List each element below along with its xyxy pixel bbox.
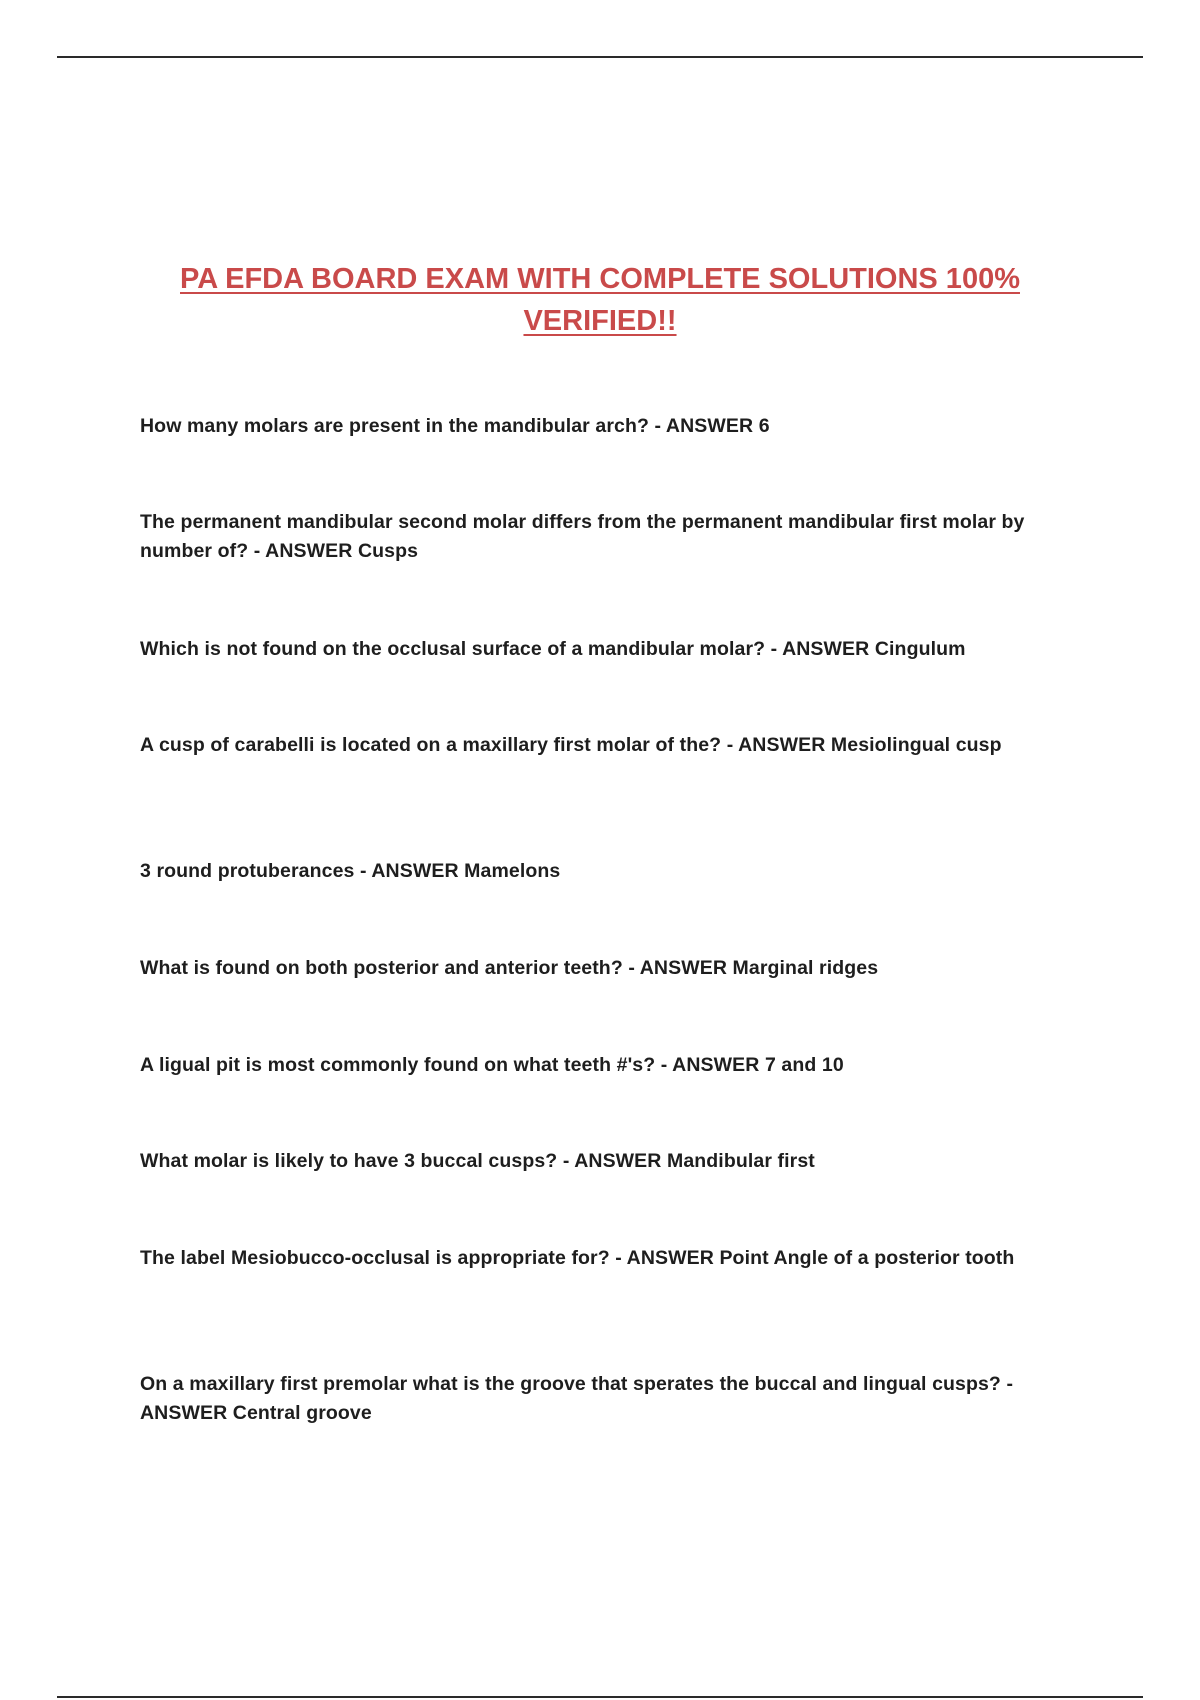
- answer-label: ANSWER: [626, 1247, 714, 1269]
- answer-label: ANSWER: [672, 1054, 760, 1076]
- question-text: A ligual pit is most commonly found on what teeth #'s?: [140, 1054, 656, 1076]
- qa-item: The label Mesiobucco-occlusal is appropriate for? - ANSWER Point Angle of a posterior tooth: [140, 1247, 1015, 1269]
- question-text: What molar is likely to have 3 buccal cusps?: [140, 1150, 558, 1172]
- answer-label: ANSWER: [140, 1402, 228, 1424]
- answer-label: ANSWER: [639, 957, 728, 979]
- answer-text: Cusps: [357, 540, 419, 562]
- question-text: The permanent mandibular second molar differs from the permanent mandibular first molar by number of?: [140, 511, 1025, 562]
- qa-item: How many molars are present in the mandibular arch? - ANSWER 6: [140, 415, 770, 437]
- answer-label: ANSWER: [782, 638, 870, 660]
- answer-text: Mesiolingual cusp: [830, 734, 1002, 756]
- answer-text: Central groove: [232, 1402, 372, 1424]
- qa-item: On a maxillary first premolar what is the groove that sperates the buccal and lingual cusps? - ANSWER Central groove: [140, 1373, 1014, 1424]
- answer-text: Mamelons: [464, 860, 561, 882]
- top-rule: [57, 56, 1143, 58]
- answer-text: 7 and 10: [764, 1054, 844, 1076]
- qa-item: What molar is likely to have 3 buccal cusps? - ANSWER Mandibular first: [140, 1150, 815, 1172]
- answer-label: ANSWER: [738, 734, 826, 756]
- qa-item: 3 round protuberances - ANSWER Mamelons: [140, 860, 561, 882]
- question-text: 3 round protuberances: [140, 860, 355, 882]
- question-text: Which is not found on the occlusal surface of a mandibular molar?: [140, 638, 766, 660]
- bottom-rule: [57, 1696, 1143, 1698]
- question-text: A cusp of carabelli is located on a maxillary first molar of the?: [140, 734, 722, 756]
- answer-label: ANSWER: [265, 540, 353, 562]
- answer-text: Marginal ridges: [732, 957, 879, 979]
- answer-text: 6: [758, 415, 770, 437]
- question-text: On a maxillary first premolar what is the groove that sperates the buccal and lingual cusps?: [140, 1373, 1001, 1395]
- answer-text: Point Angle of a posterior tooth: [719, 1247, 1015, 1269]
- qa-item: The permanent mandibular second molar differs from the permanent mandibular first molar by number of? - ANSWER Cusps: [140, 511, 1025, 562]
- qa-item: A ligual pit is most commonly found on what teeth #'s? - ANSWER 7 and 10: [140, 1054, 844, 1076]
- question-text: What is found on both posterior and anterior teeth?: [140, 957, 623, 979]
- question-text: The label Mesiobucco-occlusal is appropriate for?: [140, 1247, 610, 1269]
- qa-item: Which is not found on the occlusal surface of a mandibular molar? - ANSWER Cingulum: [140, 638, 966, 660]
- answer-label: ANSWER: [574, 1150, 662, 1172]
- qa-item: A cusp of carabelli is located on a maxillary first molar of the? - ANSWER Mesiolingual cusp: [140, 734, 1002, 756]
- answer-label: ANSWER: [665, 415, 754, 437]
- question-text: How many molars are present in the mandibular arch?: [140, 415, 649, 437]
- answer-text: Cingulum: [874, 638, 966, 660]
- document-title: PA EFDA BOARD EXAM WITH COMPLETE SOLUTIONS 100% VERIFIED!!: [180, 263, 1020, 337]
- answer-label: ANSWER: [371, 860, 459, 882]
- answer-text: Mandibular first: [667, 1150, 815, 1172]
- qa-item: What is found on both posterior and anterior teeth? - ANSWER Marginal ridges: [140, 957, 879, 979]
